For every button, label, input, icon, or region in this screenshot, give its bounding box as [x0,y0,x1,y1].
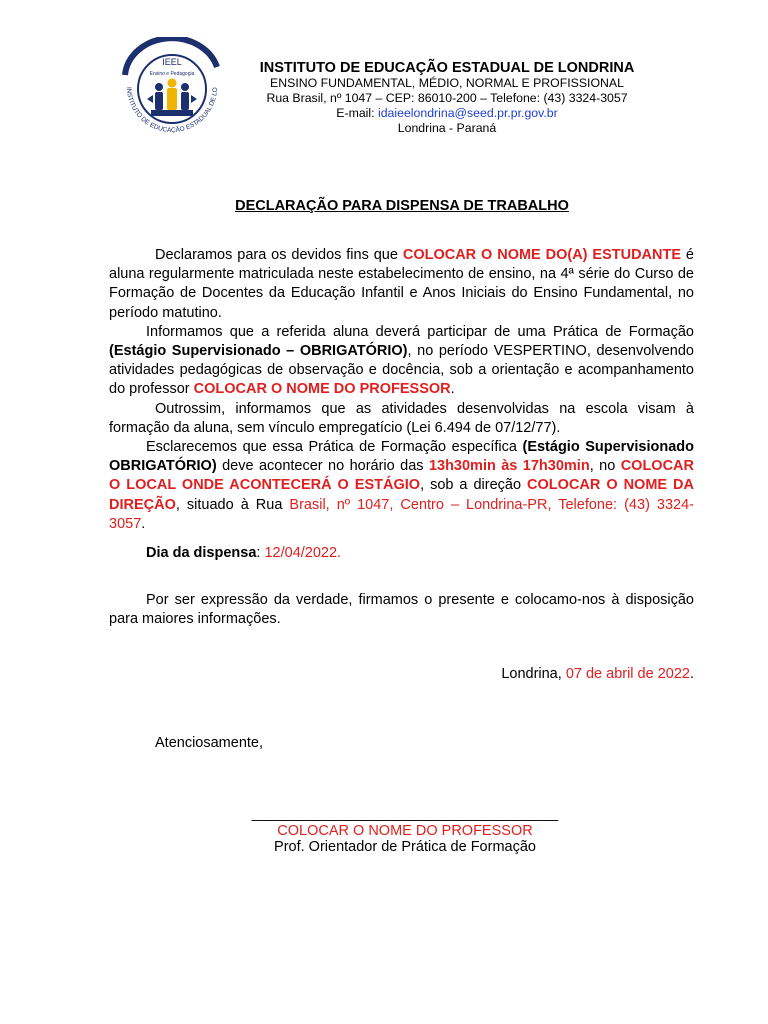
logo-motto: Ensino e Pedagogia [149,71,195,77]
paragraph-1: Declaramos para os devidos fins que COLOCAR O NOME DO(A) ESTUDANTE é aluna regularmente matriculada neste estabelecimento de ensino, na 4ª série do Curso de Formação de Docentes da Educação Infantil e Anos Iniciais do Ensino Fundamental, no período matutino. [109,247,694,321]
closing: Atenciosamente, [155,735,264,751]
paragraph-5: Por ser expressão da verdade, firmamos o presente e colocamo-nos à disposição para maiores informações. [109,592,694,628]
dispensa-label: Dia da dispensa [146,545,257,562]
date-value: 07 de abril de 2022 [565,666,690,682]
logo-ring-text: INSTITUTO DE EDUCAÇÃO ESTADUAL DE LO [124,86,220,135]
date-line: Londrina, 07 de abril de 2022. [501,666,694,682]
institution-email-line [232,106,662,121]
schedule-placeholder: 13h30min às 17h30min [428,458,590,475]
email-link[interactable]: idaieelondrina@seed.pr.pr.gov.br [377,106,558,120]
institution-logo [107,37,237,137]
location-placeholder: COLOCAR O LOCAL ONDE ACONTECERÁ O ESTÁGIO [109,458,694,494]
institution-subtitle: ENSINO FUNDAMENTAL, MÉDIO, NORMAL E PROFISSIONAL [270,76,624,90]
institution-address: Rua Brasil, nº 1047 – CEP: 86010-200 – Telefone: (43) 3324-3057 [266,91,628,105]
letterhead [232,60,662,136]
paragraph-4: Esclarecemos que essa Prática de Formação específica (Estágio Supervisionado OBRIGATÓRIO) deve acontecer no horário das 13h30min às 17h30min, no COLOCAR O LOCAL ONDE ACONTECERÁ O ESTÁGIO, sob a direção COLOCAR O NOME DA DIREÇÃO, situado à Rua Brasil, nº 1047, Centro – Londrina-PR, Telefone: (43) 3324-3057. [109,439,694,532]
professor-name-placeholder: COLOCAR O NOME DO PROFESSOR [193,381,451,398]
document-title: DECLARAÇÃO PARA DISPENSA DE TRABALHO [235,198,569,214]
document-body [109,246,694,630]
student-name-placeholder: COLOCAR O NOME DO(A) ESTUDANTE [402,247,682,263]
email-label: E-mail: [336,106,378,120]
institution-city: Londrina - Paraná [397,121,497,135]
signature-role: Prof. Orientador de Prática de Formação [274,839,536,855]
dispensa-date: 12/04/2022. [264,545,342,562]
logo-acronym: IEEL [162,57,182,67]
signature-line: ______________________________________ [251,806,559,822]
address-placeholder: Brasil, nº 1047, Centro – Londrina-PR, Telefone: (43) 3324-3057 [109,496,694,532]
paragraph-3: Outrossim, informamos que as atividades desenvolvidas na escola visam à formação da aluna, sem vínculo empregatício (Lei 6.494 de 07/12/77). [109,400,694,436]
paragraph-2: Informamos que a referida aluna deverá participar de uma Prática de Formação (Estágio Supervisionado – OBRIGATÓRIO), no período VESPERTINO, desenvolvendo atividades pedagógicas de observação e docência, sob a orientação e acompanhamento do professor COLOCAR O NOME DO PROFESSOR. [109,323,694,398]
signature-name-placeholder: COLOCAR O NOME DO PROFESSOR [277,822,533,839]
dispensa-line: Dia da dispensa: 12/04/2022. [146,545,342,562]
signature-block [200,806,610,856]
direction-placeholder: COLOCAR O NOME DA DIREÇÃO [109,477,694,513]
institution-name: INSTITUTO DE EDUCAÇÃO ESTADUAL DE LONDRINA [259,60,635,76]
